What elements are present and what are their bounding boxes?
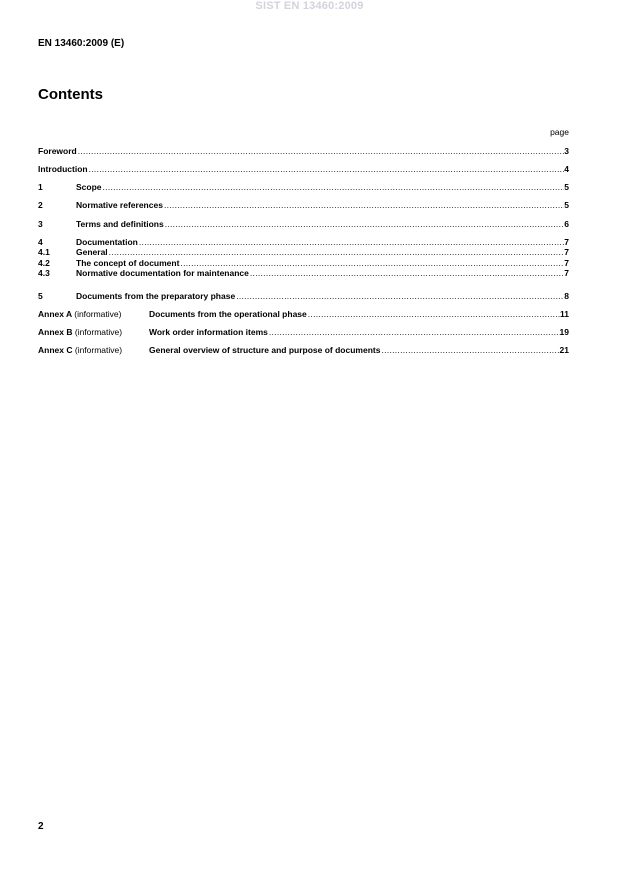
toc-entry-page: 7 <box>564 237 569 247</box>
toc-entry-title: General <box>76 247 108 257</box>
toc-entry-preparatory-phase[interactable] <box>38 291 569 301</box>
toc-entry-documentation[interactable] <box>38 237 569 247</box>
toc-leader-dots <box>164 200 564 210</box>
page-column-label: page <box>550 127 569 137</box>
watermark: SIST EN 13460:2009 <box>255 0 364 12</box>
toc-entry-annex-c[interactable] <box>38 345 569 355</box>
toc-annex-label <box>38 345 149 355</box>
toc-entry-page: 7 <box>564 258 569 268</box>
toc-entry-title: Normative documentation for maintenance <box>76 268 249 278</box>
toc-entry-annex-b[interactable] <box>38 327 569 337</box>
toc-leader-dots <box>308 309 560 319</box>
toc-annex-label <box>38 327 149 337</box>
toc-leader-dots <box>89 164 565 174</box>
toc-entry-number: 4 <box>38 237 43 247</box>
annex-letter: Annex C <box>38 345 73 355</box>
toc-entry-scope[interactable] <box>38 182 569 192</box>
toc-entry-title: Normative references <box>76 200 163 210</box>
toc-entry-title: Documents from the operational phase <box>149 309 307 319</box>
toc-leader-dots <box>103 182 565 192</box>
toc-entry-page: 11 <box>560 309 569 319</box>
toc-entry-foreword[interactable] <box>38 146 569 156</box>
toc-entry-page: 8 <box>564 291 569 301</box>
toc-leader-dots <box>109 247 565 257</box>
toc-entry-page: 19 <box>559 327 569 337</box>
toc-leader-dots <box>381 345 559 355</box>
toc-leader-dots <box>139 237 564 247</box>
toc-entry-title: Work order information items <box>149 327 268 337</box>
toc-entry-title: Introduction <box>38 164 88 174</box>
toc-entry-normative-documentation[interactable] <box>38 268 569 278</box>
toc-entry-page: 7 <box>564 247 569 257</box>
toc-entry-title: General overview of structure and purpose of documents <box>149 345 381 355</box>
toc-leader-dots <box>165 219 565 229</box>
toc-entry-title: Documents from the preparatory phase <box>76 291 236 301</box>
toc-leader-dots <box>236 291 564 301</box>
toc-entry-terms-and-definitions[interactable] <box>38 219 569 229</box>
toc-entry-title: Terms and definitions <box>76 219 164 229</box>
annex-letter: Annex B <box>38 327 73 337</box>
toc-entry-introduction[interactable] <box>38 164 569 174</box>
toc-entry-annex-a[interactable] <box>38 309 569 319</box>
page-number: 2 <box>38 821 44 832</box>
toc-entry-title: Foreword <box>38 146 77 156</box>
toc-annex-label <box>38 309 149 319</box>
toc-entry-general[interactable] <box>38 247 569 257</box>
toc-entry-page: 7 <box>564 268 569 278</box>
annex-type: (informative) <box>74 345 123 355</box>
toc-entry-page: 6 <box>564 219 569 229</box>
toc-entry-number: 3 <box>38 219 43 229</box>
toc-entry-page: 4 <box>564 164 569 174</box>
toc-entry-concept-of-document[interactable] <box>38 258 569 268</box>
toc-entry-number: 4.2 <box>38 258 50 268</box>
toc-leader-dots <box>250 268 564 278</box>
toc-entry-number: 1 <box>38 182 43 192</box>
toc-entry-number: 4.3 <box>38 268 50 278</box>
toc-entry-number: 2 <box>38 200 43 210</box>
toc-entry-page: 5 <box>564 200 569 210</box>
toc-entry-title: Scope <box>76 182 102 192</box>
contents-heading: Contents <box>38 86 103 103</box>
toc-entry-title: The concept of document <box>76 258 180 268</box>
toc-entry-number: 4.1 <box>38 247 50 257</box>
toc-entry-page: 21 <box>559 345 569 355</box>
toc-entry-page: 5 <box>564 182 569 192</box>
toc-entry-page: 3 <box>564 146 569 156</box>
annex-type: (informative) <box>74 327 123 337</box>
toc-entry-normative-references[interactable] <box>38 200 569 210</box>
toc-entry-number: 5 <box>38 291 43 301</box>
toc-leader-dots <box>180 258 564 268</box>
document-id-header: EN 13460:2009 (E) <box>38 38 125 49</box>
annex-type: (informative) <box>74 309 122 319</box>
toc-leader-dots <box>78 146 565 156</box>
toc-entry-title: Documentation <box>76 237 138 247</box>
annex-letter: Annex A <box>38 309 72 319</box>
toc-leader-dots <box>269 327 560 337</box>
